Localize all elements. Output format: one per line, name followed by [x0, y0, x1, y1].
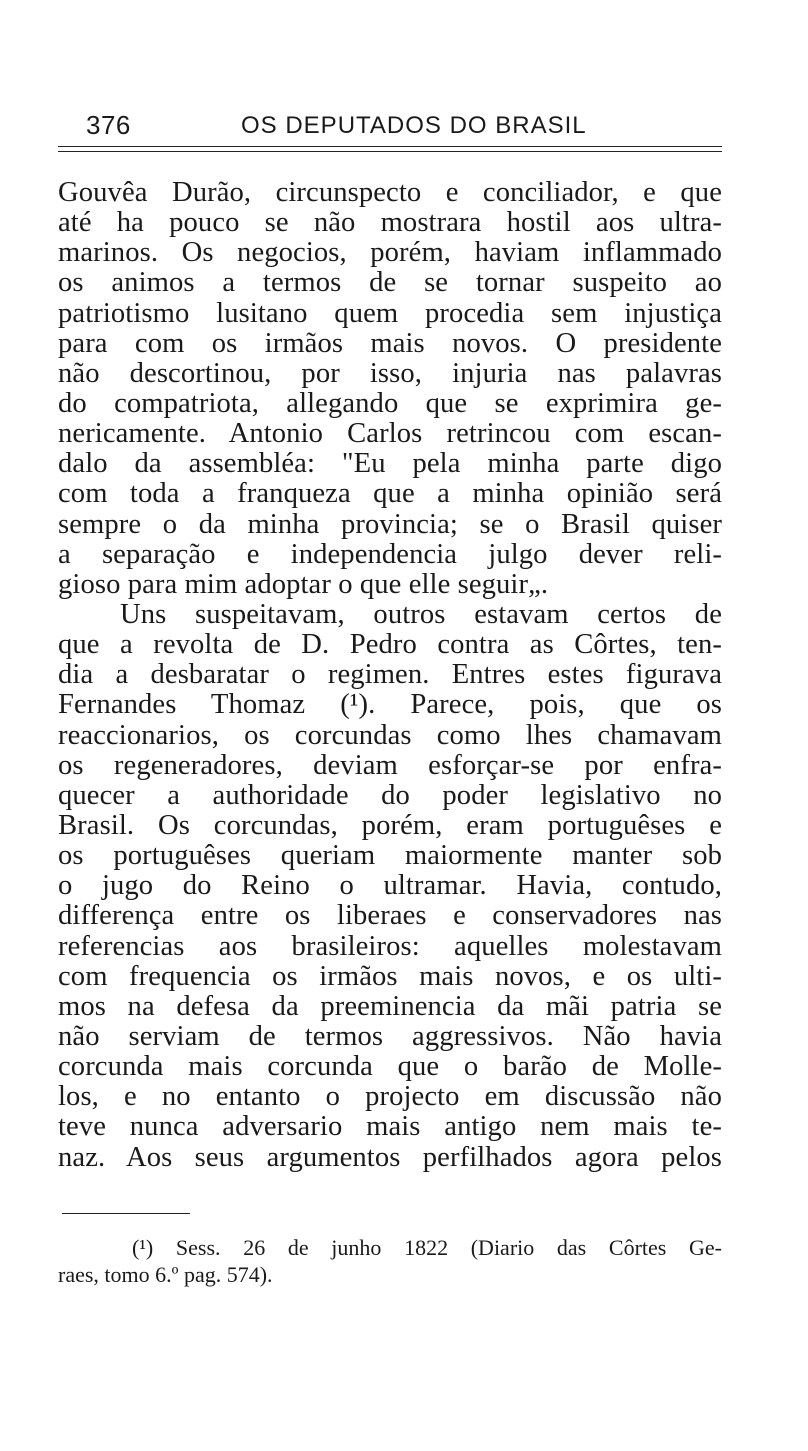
- text-line: a separação e independencia julgo dever reli-: [58, 538, 722, 570]
- text-line: marinos. Os negocios, porém, haviam inflammado: [58, 237, 722, 269]
- body-text: [58, 178, 722, 1173]
- text-line: que a revolta de D. Pedro contra as Côrtes, ten-: [58, 629, 722, 661]
- text-line: do compatriota, allegando que se exprimira ge-: [58, 387, 722, 419]
- text-line: patriotismo lusitano quem procedia sem injustiça: [58, 297, 722, 329]
- text-line: nericamente. Antonio Carlos retrincou com escan-: [58, 418, 722, 450]
- text-line: os animos a termos de se tornar suspeito ao: [58, 267, 722, 299]
- text-line-indented: Uns suspeitavam, outros estavam certos de: [120, 598, 722, 630]
- text-line: naz. Aos seus argumentos perfilhados agora pelos: [58, 1141, 722, 1173]
- header-double-rule: [58, 146, 722, 152]
- text-line: os portuguêses queriam maiormente manter sob: [58, 840, 722, 872]
- text-line: differença entre os liberaes e conservadores nas: [58, 900, 722, 932]
- text-line: gioso para mim adoptar o que elle seguir„.: [58, 568, 549, 600]
- text-line: com frequencia os irmãos mais novos, e os ulti-: [58, 960, 722, 992]
- page-header: [86, 110, 718, 144]
- text-line: para com os irmãos mais novos. O presidente: [58, 327, 722, 359]
- text-line: o jugo do Reino o ultramar. Havia, contudo,: [58, 870, 722, 902]
- text-line: teve nunca adversario mais antigo nem mais te-: [58, 1111, 722, 1143]
- text-line: até ha pouco se não mostrara hostil aos ultra-: [58, 207, 722, 239]
- text-line: dia a desbaratar o regimen. Entres estes figurava: [58, 659, 722, 691]
- text-line: los, e no entanto o projecto em discussão não: [58, 1081, 722, 1113]
- book-page: [58, 0, 722, 1451]
- text-line: não serviam de termos aggressivos. Não havia: [58, 1020, 722, 1052]
- text-line: reaccionarios, os corcundas como lhes chamavam: [58, 719, 722, 751]
- text-line: Gouvêa Durão, circunspecto e conciliador, e que: [58, 177, 722, 208]
- text-line: não descortinou, por isso, injuria nas palavras: [58, 357, 722, 389]
- text-line: os regeneradores, deviam esforçar-se por enfra-: [58, 749, 722, 781]
- text-line: sempre o da minha provincia; se o Brasil quiser: [58, 508, 722, 540]
- text-line: mos na defesa da preeminencia da mãi patria se: [58, 990, 722, 1022]
- footnote-line: (¹) Sess. 26 de junho 1822 (Diario das Côrtes Ge-: [132, 1235, 722, 1260]
- text-line: Fernandes Thomaz (¹). Parece, pois, que os: [58, 689, 722, 721]
- footnote-line: raes, tomo 6.º pag. 574).: [58, 1262, 273, 1287]
- page-number: 376: [86, 110, 131, 140]
- text-line: referencias aos brasileiros: aquelles molestavam: [58, 930, 722, 962]
- text-line: Brasil. Os corcundas, porém, eram portuguêses e: [58, 809, 722, 841]
- text-line: com toda a franqueza que a minha opinião será: [58, 478, 722, 510]
- text-line: dalo da assembléa: "Eu pela minha parte digo: [58, 448, 722, 480]
- footnote-rule: [62, 1213, 190, 1214]
- running-title: OS DEPUTADOS DO BRASIL: [241, 112, 587, 139]
- text-line: quecer a authoridade do poder legislativo no: [58, 779, 722, 811]
- footnote: [58, 1234, 722, 1288]
- text-line: corcunda mais corcunda que o barão de Molle-: [58, 1051, 722, 1083]
